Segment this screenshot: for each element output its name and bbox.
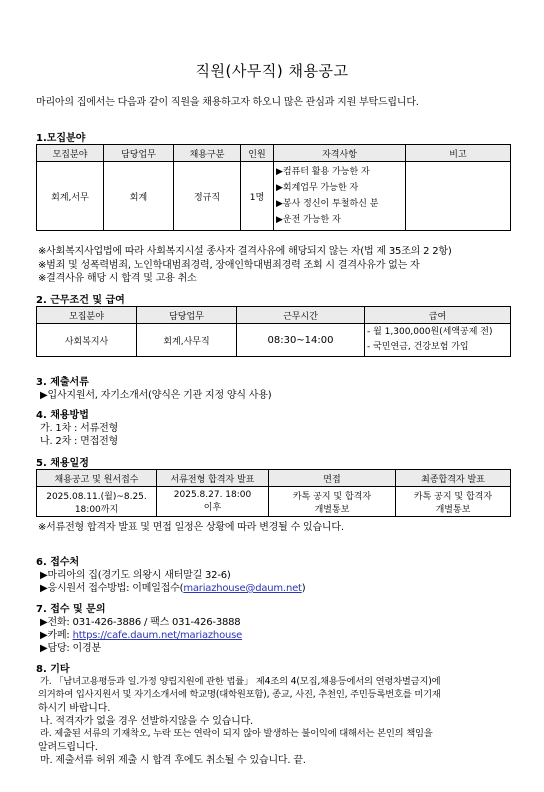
section-heading-contact: 7. 접수 및 문의: [36, 604, 106, 615]
etc-line: 하시기 바랍니다.: [38, 703, 111, 714]
qualification-item: ▶운전 가능한 자: [276, 215, 341, 225]
schedule-cell-line: 카톡 공지 및 합격자: [292, 491, 372, 502]
pay-item: - 월 1,300,000원(세액공제 전): [367, 327, 493, 337]
etc-line: 알려드립니다.: [38, 742, 98, 753]
table-row: [37, 487, 511, 517]
schedule-cell: [37, 487, 157, 517]
header-cell: 급여: [365, 307, 511, 324]
header-cell: 채용공고 및 원서접수: [37, 470, 157, 487]
header-cell: 모집분야: [37, 145, 104, 162]
etc-line: 라. 제출된 서류의 기재착오, 누락 또는 연락이 되지 않아 발생하는 불이익에 대해서는 본인의 책임을: [40, 728, 433, 739]
cafe-label: ▶카페:: [40, 630, 73, 641]
field-cell: 사회복지사: [37, 324, 137, 357]
cafe-link[interactable]: https://cafe.daum.net/mariazhouse: [72, 630, 243, 641]
eligibility-note: ※범죄 및 성폭력범죄, 노인학대범죄경력, 장애인학대범죄경력 조회 시 결격사유가 없는 자: [38, 260, 420, 271]
section-heading-etc: 8. 기타: [36, 664, 70, 675]
duty-cell: 회계: [104, 162, 174, 231]
section-heading-recruitment: 1.모집분야: [36, 133, 86, 144]
pay-cell: [365, 324, 511, 357]
schedule-cell-line: 2025.08.11.(월)~8.25.: [46, 491, 147, 502]
header-cell: 자격사항: [274, 145, 406, 162]
duty-cell: 회계,사무직: [137, 324, 237, 357]
field-cell: 회계,서무: [37, 162, 104, 231]
conditions-table: [36, 306, 511, 357]
recruitment-table: [36, 144, 511, 231]
table-row: [37, 324, 511, 357]
qualification-item: ▶컴퓨터 활용 가능한 자: [276, 167, 370, 177]
eligibility-note: ※사회복지사업법에 따라 사회복지시설 종사자 결격사유에 해당되지 않는 자(법 제 35조의 2 2항): [38, 246, 452, 257]
header-cell: 채용구분: [174, 145, 241, 162]
etc-line: 의거하여 입사지원서 및 자기소개서에 학교명(대학원포함), 종교, 사진, 추천인, 주민등록번호를 미기재: [38, 689, 441, 700]
etc-line: 마. 제출서류 허위 제출 시 합격 후에도 취소될 수 있습니다. 끝.: [40, 755, 306, 766]
schedule-cell-line: 개별통보: [435, 504, 471, 515]
etc-line: 가. 「남녀고용평등과 일.가정 양립지원에 관한 법률」 제4조의 4(모집,채용등에서의 연령차별금지)에: [40, 676, 441, 687]
schedule-cell-line: 18:00까지: [74, 504, 119, 515]
header-cell: 서류전형 합격자 발표: [157, 470, 269, 487]
schedule-cell: [157, 487, 269, 517]
schedule-cell-line: 2025.8.27. 18:00: [173, 490, 252, 500]
section-heading-method: 4. 채용방법: [36, 410, 89, 421]
table-row: [37, 162, 511, 231]
schedule-cell: [396, 487, 511, 517]
section-heading-schedule: 5. 채용일정: [36, 458, 89, 469]
type-cell: 정규직: [174, 162, 241, 231]
schedule-note: ※서류전형 합격자 발표 및 면접 일정은 상황에 따라 변경될 수 있습니다.: [38, 522, 344, 533]
table-header-row: [37, 470, 511, 487]
schedule-table: [36, 469, 511, 517]
schedule-cell-line: 카톡 공지 및 합격자: [413, 491, 493, 502]
section-heading-reception: 6. 접수처: [36, 557, 80, 568]
note-cell: [406, 162, 511, 231]
method-line: 나. 2차 : 면접전형: [40, 436, 119, 447]
page-title: 직원(사무직) 채용공고: [195, 62, 349, 80]
header-cell: 담당업무: [104, 145, 174, 162]
section-heading-conditions: 2. 근무조건 및 급여: [36, 295, 125, 306]
schedule-cell-line: 개별통보: [314, 504, 350, 515]
qualification-item: ▶봉사 정신이 투철하신 분: [276, 199, 379, 209]
schedule-cell-line: 이후: [203, 503, 222, 513]
documents-line: ▶입사지원서, 자기소개서(양식은 기관 지정 양식 사용): [40, 390, 272, 401]
section-heading-documents: 3. 제출서류: [36, 377, 89, 388]
reception-method-suffix: ): [301, 583, 306, 594]
reception-method: [40, 579, 305, 594]
header-cell: 면접: [269, 470, 396, 487]
table-header-row: [37, 307, 511, 324]
contact-manager: ▶담당: 이경분: [40, 643, 101, 654]
header-cell: 담당업무: [137, 307, 237, 324]
table-header-row: [37, 145, 511, 162]
header-cell: 모집분야: [37, 307, 137, 324]
header-cell: 비고: [406, 145, 511, 162]
header-cell: 최종합격자 발표: [396, 470, 511, 487]
etc-line: 나. 적격자가 없을 경우 선발하지않을 수 있습니다.: [40, 716, 254, 727]
schedule-cell: [269, 487, 396, 517]
eligibility-note: ※결격사유 해당 시 합격 및 고용 취소: [38, 273, 197, 284]
contact-phone: ▶전화: 031-426-3886 / 팩스 031-426-3888: [40, 617, 241, 628]
qualifications-cell: [274, 162, 406, 231]
count-cell: 1명: [241, 162, 274, 231]
qualification-item: ▶회계업무 가능한 자: [276, 183, 359, 193]
email-link[interactable]: mariazhouse@daum.net: [183, 583, 302, 594]
reception-method-label: ▶응시원서 접수방법: 이메일접수(: [40, 583, 184, 594]
pay-item: - 국민연금, 건강보험 가입: [367, 342, 469, 352]
reception-address: ▶마리아의 집(경기도 의왕시 새터말길 32-6): [40, 570, 231, 581]
header-cell: 근무시간: [237, 307, 365, 324]
header-cell: 인원: [241, 145, 274, 162]
intro-text: 마리아의 집에서는 다음과 같이 직원을 채용하고자 하오니 많은 관심과 지원 부탁드립니다.: [36, 97, 419, 108]
method-line: 가. 1차 : 서류전형: [40, 423, 119, 434]
hours-cell: 08:30~14:00: [237, 324, 365, 357]
